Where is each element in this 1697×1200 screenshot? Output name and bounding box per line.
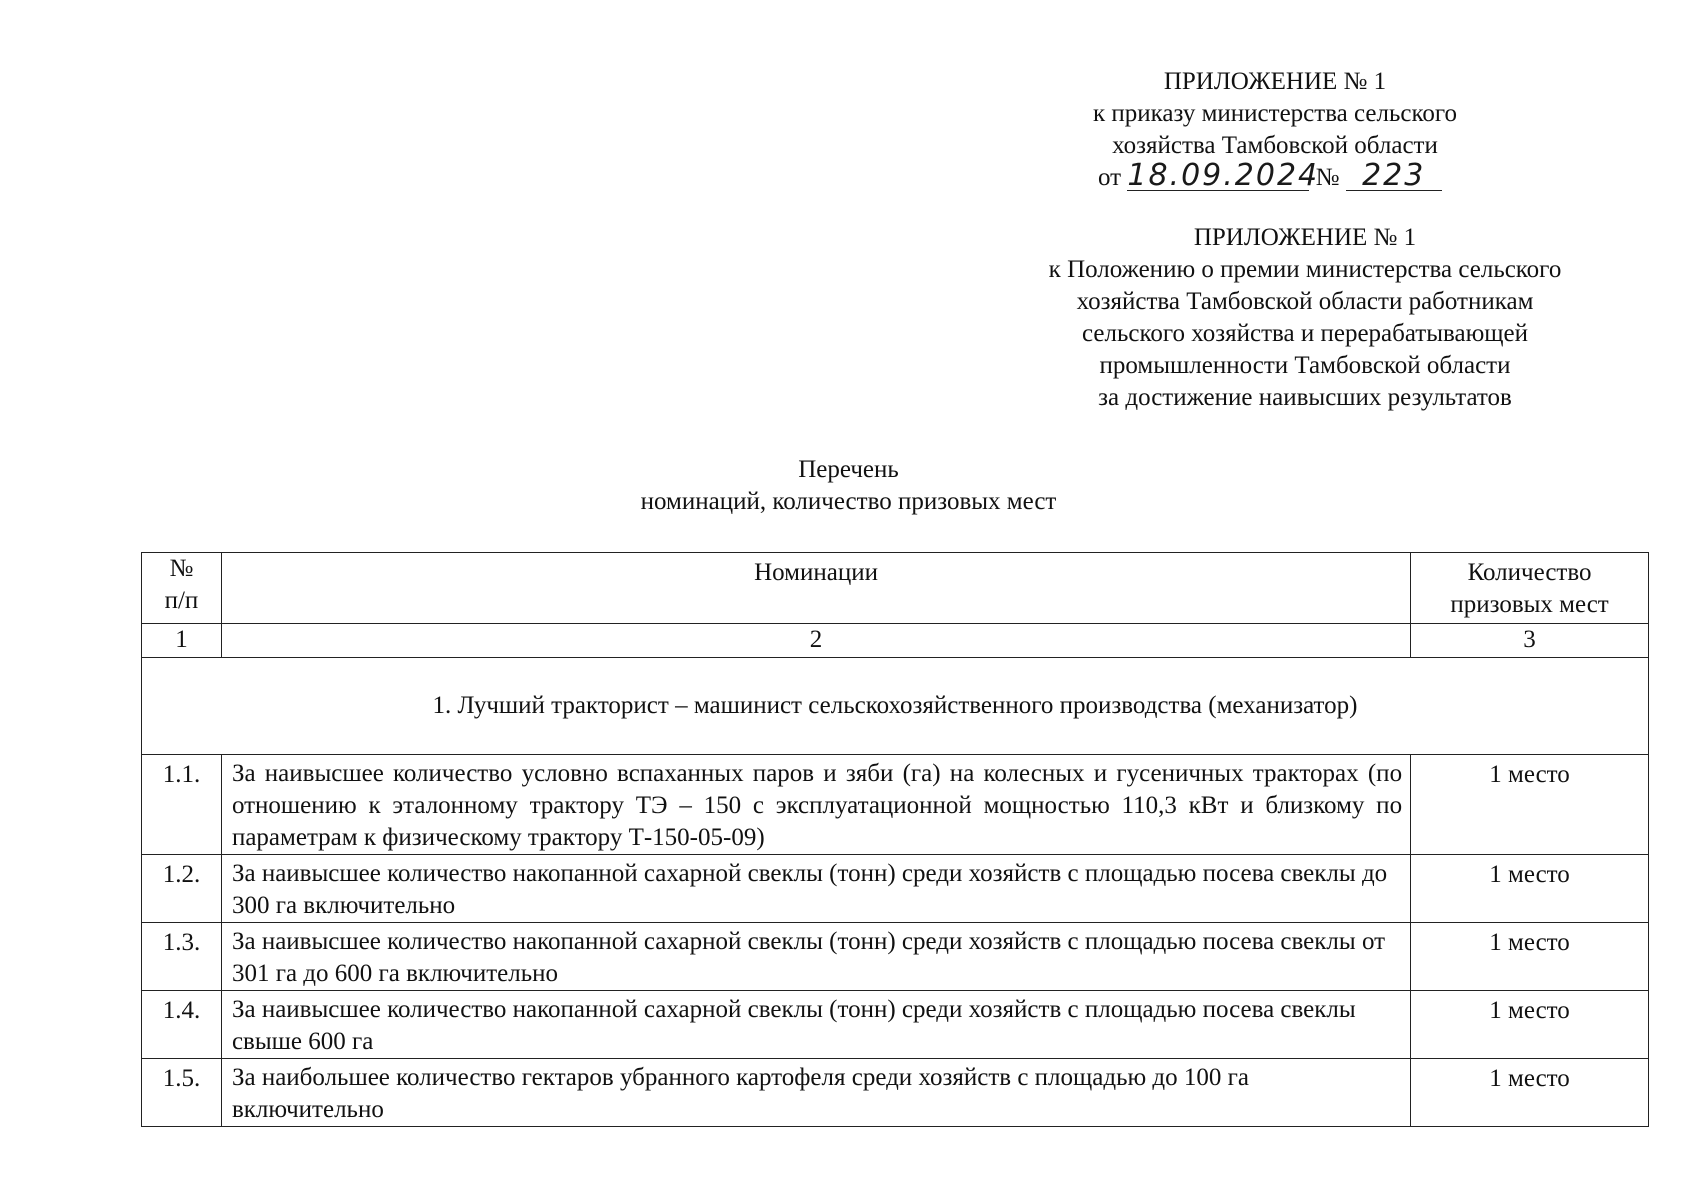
column-index-3: 3 — [1411, 624, 1649, 658]
table-row — [142, 755, 1649, 855]
row-number: 1.5. — [142, 1059, 222, 1127]
row-nomination: За наибольшее количество гектаров убранного картофеля среди хозяйств с площадью до 100 га включительно — [221, 1059, 1410, 1127]
table-header-row — [142, 553, 1649, 624]
section-heading: 1. Лучший тракторист – машинист сельскохозяйственного производства (механизатор) — [142, 658, 1649, 755]
row-nomination: За наивысшее количество накопанной сахарной свеклы (тонн) среди хозяйств с площадью посева свеклы свыше 600 га — [221, 991, 1410, 1059]
regulation-appendix-block — [1000, 222, 1610, 414]
row-number: 1.3. — [142, 923, 222, 991]
column-index-1: 1 — [142, 624, 222, 658]
order-date-prefix: от — [1098, 164, 1122, 191]
header-nominations: Номинации — [221, 553, 1410, 624]
header-quantity — [1411, 553, 1649, 624]
header-number — [142, 553, 222, 624]
row-nomination: За наивысшее количество накопанной сахарной свеклы (тонн) среди хозяйств с площадью посева свеклы от 301 га до 600 га включительно — [221, 923, 1410, 991]
header-quantity-line-2: призовых мест — [1450, 591, 1609, 618]
table-row — [142, 991, 1649, 1059]
order-appendix-line-2: хозяйства Тамбовской области — [1112, 132, 1438, 159]
list-title — [0, 454, 1697, 518]
row-number: 1.4. — [142, 991, 222, 1059]
header-number-line-1: № — [169, 555, 194, 582]
nominations-table — [141, 552, 1649, 1127]
regulation-appendix-line-1: к Положению о премии министерства сельского — [1048, 256, 1562, 283]
list-title-line-2: номинаций, количество призовых мест — [640, 488, 1057, 515]
row-quantity: 1 место — [1411, 1059, 1649, 1127]
regulation-appendix-line-3: сельского хозяйства и перерабатывающей — [1081, 320, 1529, 347]
row-quantity: 1 место — [1411, 923, 1649, 991]
table-row — [142, 1059, 1649, 1127]
regulation-appendix-line-2: хозяйства Тамбовской области работникам — [1076, 288, 1534, 315]
order-appendix-title: ПРИЛОЖЕНИЕ № 1 — [1163, 68, 1387, 95]
regulation-appendix-title: ПРИЛОЖЕНИЕ № 1 — [1193, 224, 1417, 251]
order-appendix-block — [1040, 66, 1510, 194]
column-index-2: 2 — [221, 624, 1410, 658]
header-number-line-2: п/п — [164, 587, 199, 614]
row-nomination: За наивысшее количество накопанной сахарной свеклы (тонн) среди хозяйств с площадью посева свеклы до 300 га включительно — [221, 855, 1410, 923]
table-row — [142, 855, 1649, 923]
header-quantity-line-1: Количество — [1467, 559, 1592, 586]
regulation-appendix-line-5: за достижение наивысших результатов — [1098, 384, 1512, 411]
order-date-handwritten: 18.09.2024 — [1127, 158, 1320, 193]
order-number-prefix: № — [1315, 164, 1340, 191]
order-appendix-line-1: к приказу министерства сельского — [1092, 100, 1457, 127]
row-quantity: 1 место — [1411, 755, 1649, 855]
list-title-line-1: Перечень — [798, 456, 899, 483]
section-row — [142, 658, 1649, 755]
regulation-appendix-line-4: промышленности Тамбовской области — [1099, 352, 1511, 379]
column-index-row — [142, 624, 1649, 658]
table-row — [142, 923, 1649, 991]
row-quantity: 1 место — [1411, 991, 1649, 1059]
order-number-handwritten: 223 — [1346, 162, 1442, 191]
row-nomination: За наивысшее количество условно вспаханных паров и зяби (га) на колесных и гусеничных тракторах (по отношению к эталонному трактору ТЭ – 150 с эксплуатационной мощностью 110,3 кВт и близкому по параметрам к физическому трактору Т-150-05-09) — [221, 755, 1410, 855]
order-date-number-line — [1040, 158, 1510, 194]
row-number: 1.2. — [142, 855, 222, 923]
row-number: 1.1. — [142, 755, 222, 855]
row-quantity: 1 место — [1411, 855, 1649, 923]
